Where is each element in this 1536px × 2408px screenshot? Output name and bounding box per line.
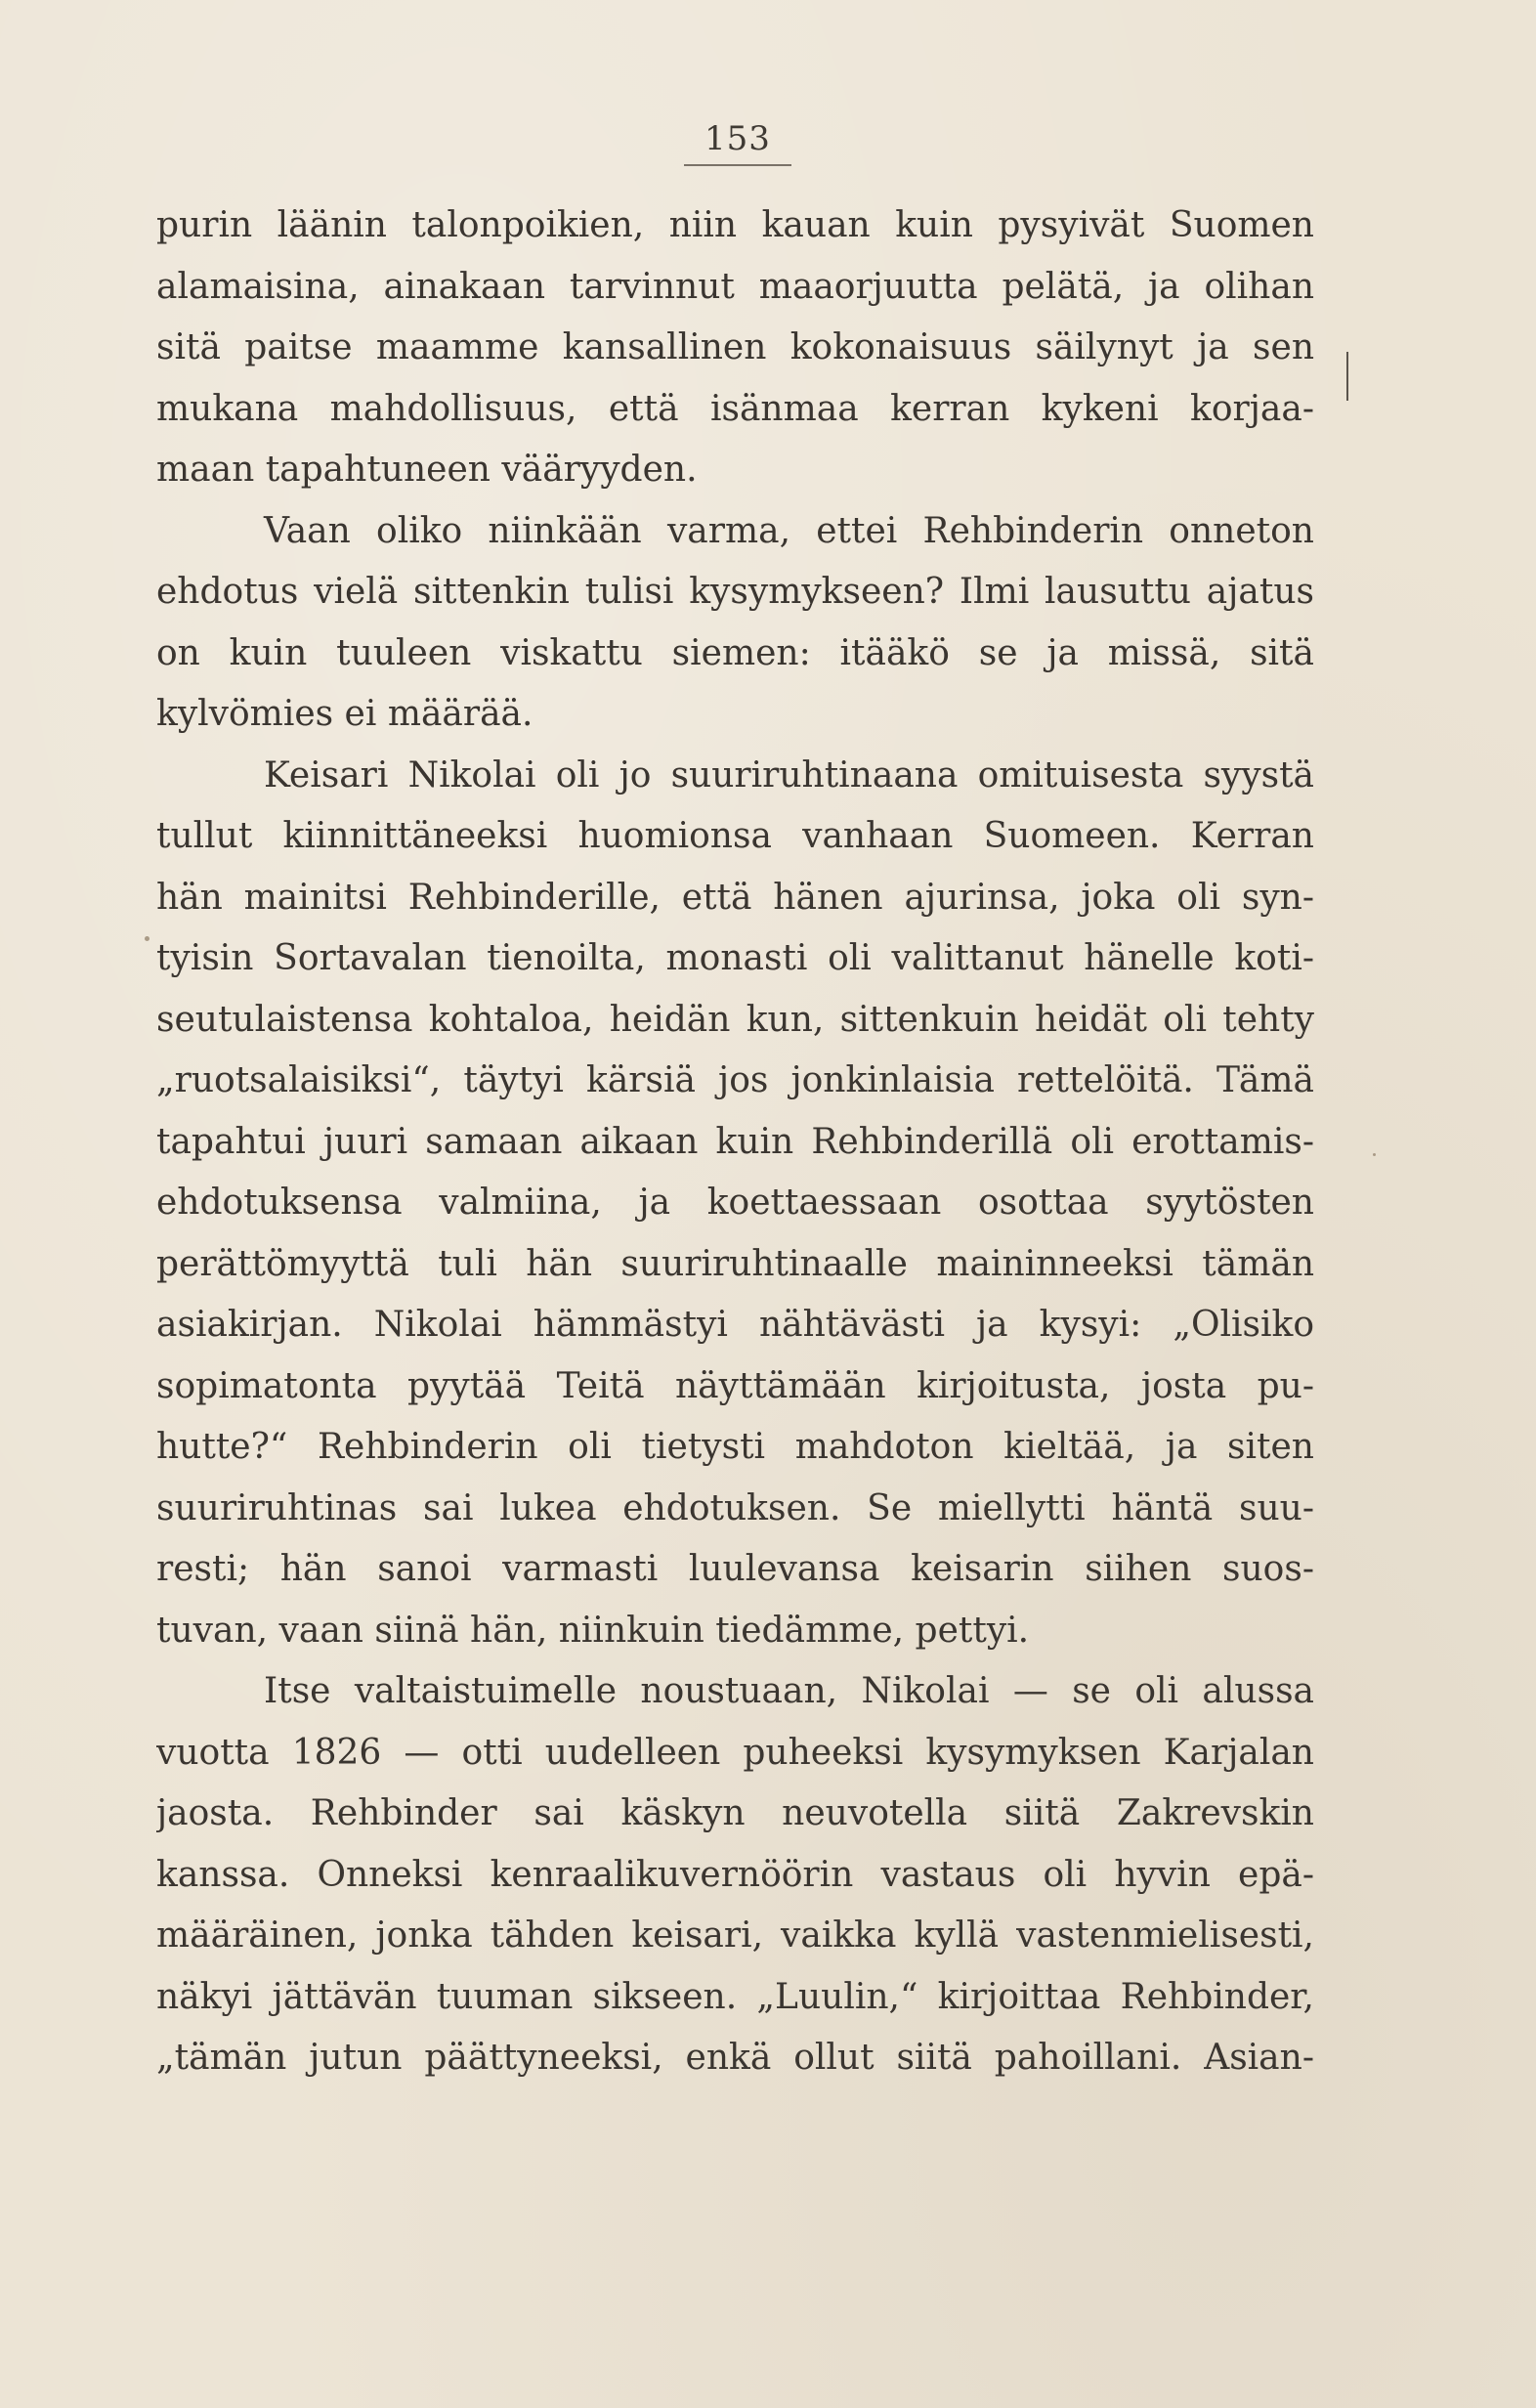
- text-line: sopimatonta pyytää Teitä näyttämään kirjoitusta, josta pu-: [156, 1365, 1314, 1406]
- text-line: sitä paitse maamme kansallinen kokonaisuus säilynyt ja sen: [156, 327, 1314, 367]
- text-line: on kuin tuuleen viskattu siemen: itääkö se ja missä, sitä: [156, 632, 1314, 673]
- page-number: 153: [704, 119, 771, 158]
- margin-mark: [1346, 352, 1348, 401]
- text-line: „tämän jutun päättyneeksi, enkä ollut siitä pahoillani. Asian-: [156, 2038, 1314, 2078]
- paragraph-start-line: Itse valtaistuimelle noustuaan, Nikolai — se oli alussa: [264, 1671, 1314, 1711]
- text-line: tullut kiinnittäneeksi huomionsa vanhaan Suomeen. Kerran: [156, 816, 1314, 856]
- text-line: mukana mahdollisuus, että isänmaa kerran kykeni korjaa-: [156, 388, 1314, 429]
- paper-spot: [1373, 1153, 1376, 1156]
- text-line: määräinen, jonka tähden keisari, vaikka kyllä vastenmielisesti,: [156, 1915, 1314, 1956]
- paragraph-end-line: kylvömies ei määrää.: [156, 694, 533, 734]
- text-line: hutte?“ Rehbinderin oli tietysti mahdoton kieltää, ja siten: [156, 1427, 1314, 1467]
- text-line: resti; hän sanoi varmasti luulevansa keisarin siihen suos-: [156, 1549, 1314, 1589]
- text-line: suuriruhtinas sai lukea ehdotuksen. Se miellytti häntä suu-: [156, 1487, 1314, 1528]
- text-line: „ruotsalaisiksi“, täytyi kärsiä jos jonkinlaisia rettelöitä. Tämä: [156, 1060, 1314, 1100]
- text-line: seutulaistensa kohtaloa, heidän kun, sittenkuin heidät oli tehty: [156, 999, 1314, 1040]
- text-line: asiakirjan. Nikolai hämmästyi nähtävästi ja kysyi: „Olisiko: [156, 1305, 1314, 1345]
- text-line: perättömyyttä tuli hän suuriruhtinaalle maininneeksi tämän: [156, 1243, 1314, 1284]
- paragraph-start-line: Vaan oliko niinkään varma, ettei Rehbinderin onneton: [264, 510, 1314, 551]
- paper-spot: [145, 936, 149, 941]
- text-line: purin läänin talonpoikien, niin kauan kuin pysyivät Suomen: [156, 205, 1314, 245]
- text-line: jaosta. Rehbinder sai käskyn neuvotella siitä Zakrevskin: [156, 1793, 1314, 1833]
- paragraph-end-line: tuvan, vaan siinä hän, niinkuin tiedämme, pettyi.: [156, 1610, 1030, 1651]
- text-line: vuotta 1826 — otti uudelleen puheeksi kysymyksen Karjalan: [156, 1732, 1314, 1773]
- text-line: hän mainitsi Rehbinderille, että hänen ajurinsa, joka oli syn-: [156, 877, 1314, 918]
- paragraph-end-line: maan tapahtuneen vääryyden.: [156, 450, 698, 490]
- text-line: ehdotus vielä sittenkin tulisi kysymykseen? Ilmi lausuttu ajatus: [156, 572, 1314, 612]
- text-line: näkyi jättävän tuuman sikseen. „Luulin,“ kirjoittaa Rehbinder,: [156, 1976, 1314, 2017]
- page-number-underline: [684, 164, 791, 166]
- body-text: [156, 195, 1314, 2089]
- paragraph-start-line: Keisari Nikolai oli jo suuriruhtinaana omituisesta syystä: [264, 754, 1314, 796]
- text-line: alamaisina, ainakaan tarvinnut maaorjuutta pelätä, ja olihan: [156, 266, 1314, 307]
- text-line: tapahtui juuri samaan aikaan kuin Rehbinderillä oli erottamis-: [156, 1121, 1314, 1162]
- text-line: tyisin Sortavalan tienoilta, monasti oli valittanut hänelle koti-: [156, 938, 1314, 978]
- text-line: ehdotuksensa valmiina, ja koettaessaan osottaa syytösten: [156, 1182, 1314, 1223]
- text-line: kanssa. Onneksi kenraalikuvernöörin vastaus oli hyvin epä-: [156, 1854, 1314, 1895]
